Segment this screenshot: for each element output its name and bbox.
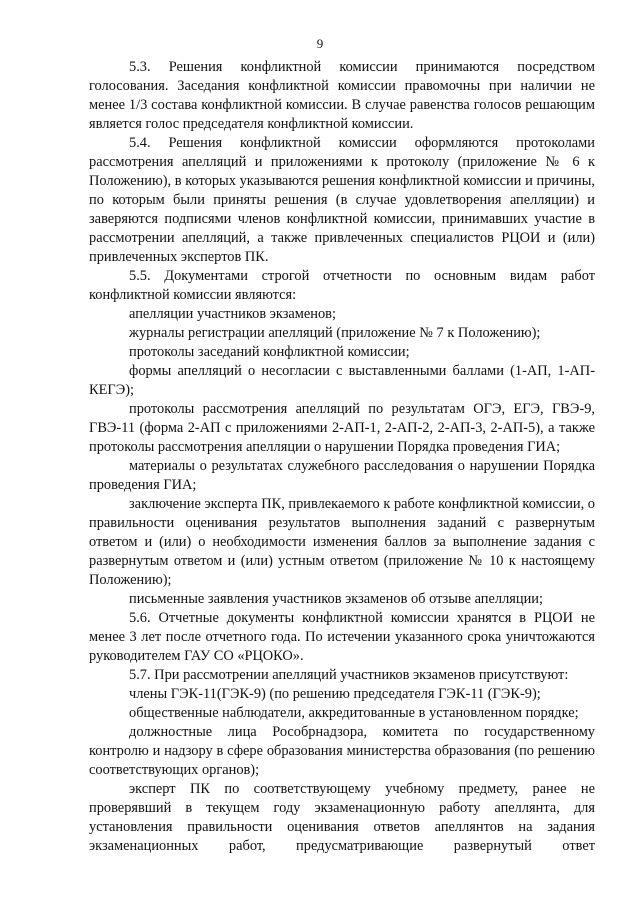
- list-item-subject-expert: эксперт ПК по соответствующему учебному предмету, ранее не проверявший в текущем году экзаменационную работу апеллянта, для установления правильности оценивания ответов апеллянтов на задания экзаменационных работ, предусматривающие развернутый ответ: [89, 781, 595, 854]
- paragraph-5-5: 5.5. Документами строгой отчетности по основным видам работ конфликтной комиссии являются:: [89, 268, 595, 303]
- list-item-officials: должностные лица Рособрнадзора, комитета по государственному контролю и надзору в сфере образования министерства образования (по решению соответствующих органов);: [89, 724, 595, 778]
- list-item-public-observers: общественные наблюдатели, аккредитованные в установленном порядке;: [129, 705, 579, 721]
- document-body: [89, 58, 595, 856]
- list-item-withdrawal-statements: письменные заявления участников экзаменов об отзыве апелляции;: [129, 591, 543, 607]
- paragraph-5-7: 5.7. При рассмотрении апелляций участников экзаменов присутствуют:: [129, 667, 569, 683]
- list-item-investigation-materials: материалы о результатах служебного расследования о нарушении Порядка проведения ГИА;: [89, 458, 595, 493]
- list-item-expert-conclusion: заключение эксперта ПК, привлекаемого к работе конфликтной комиссии, о правильности оценивания результатов выполнения заданий с развернутым ответом и (или) о необходимости изменения баллов за выполнение задания с развернутым ответом и (или) устным ответом (приложение № 10 к настоящему Положению);: [89, 496, 595, 588]
- list-item-review-protocols: протоколы рассмотрения апелляций по результатам ОГЭ, ЕГЭ, ГВЭ-9, ГВЭ-11 (форма 2-АП с приложениями 2-АП-1, 2-АП-2, 2-АП-3, 2-АП-5), а также протоколы рассмотрения апелляции о нарушении Порядка проведения ГИА;: [89, 401, 595, 455]
- paragraph-5-3: 5.3. Решения конфликтной комиссии принимаются посредством голосования. Заседания конфликтной комиссии правомочны при наличии не менее 1/3 состава конфликтной комиссии. В случае равенства голосов решающим является голос председателя конфликтной комиссии.: [89, 59, 595, 132]
- page-number: 9: [316, 36, 324, 51]
- paragraph-5-6: 5.6. Отчетные документы конфликтной комиссии хранятся в РЦОИ не менее 3 лет после отчетного года. По истечении указанного срока уничтожаются руководителем ГАУ СО «РЦОКО».: [89, 610, 595, 664]
- list-item-registration-journals: журналы регистрации апелляций (приложение № 7 к Положению);: [129, 325, 541, 341]
- paragraph-5-4: 5.4. Решения конфликтной комиссии оформляются протоколами рассмотрения апелляций и приложениями к протоколу (приложение № 6 к Положению), в которых указываются решения конфликтной комиссии и причины, по которым были приняты решения (в случае удовлетворения апелляции) и заверяются подписями членов конфликтной комиссии, принимавших участие в рассмотрении апелляций, а также привлеченных специалистов РЦОИ и (или) привлеченных экспертов ПК.: [89, 135, 595, 265]
- list-item-gek-members: члены ГЭК-11(ГЭК-9) (по решению председателя ГЭК-11 (ГЭК-9);: [129, 686, 541, 702]
- list-item-meeting-protocols: протоколы заседаний конфликтной комиссии;: [129, 344, 410, 360]
- list-item-appeals: апелляции участников экзаменов;: [129, 306, 336, 322]
- list-item-appeal-forms: формы апелляций о несогласии с выставленными баллами (1-АП, 1-АП-КЕГЭ);: [89, 363, 595, 398]
